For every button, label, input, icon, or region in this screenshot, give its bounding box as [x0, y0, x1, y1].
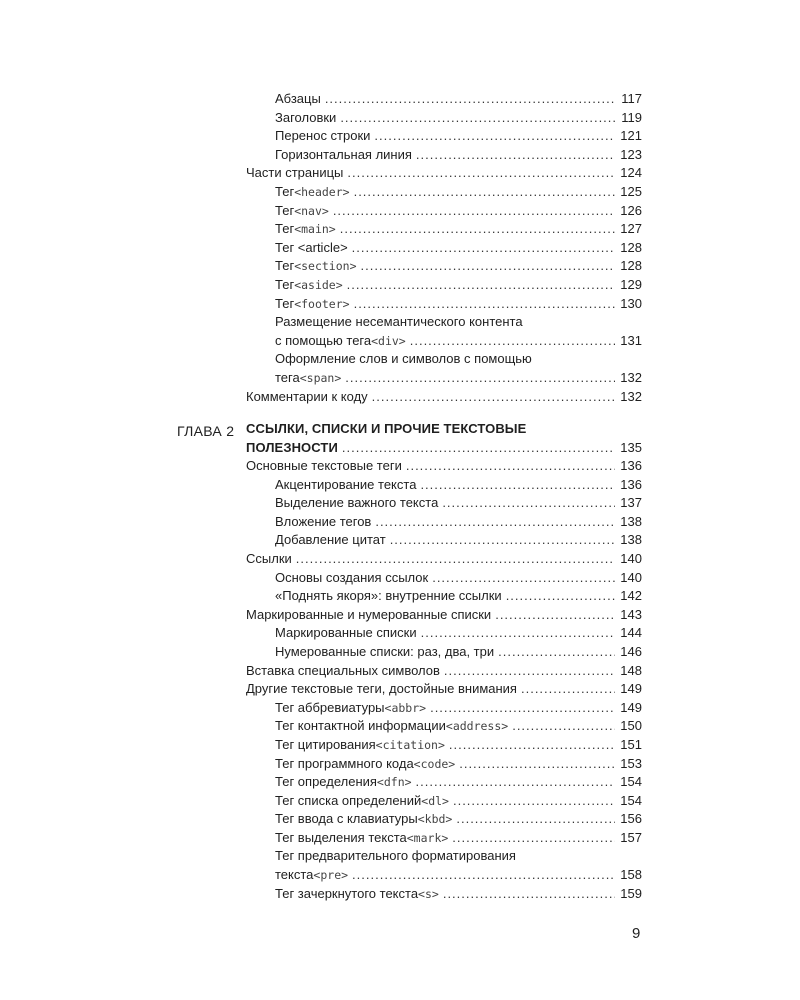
toc-entry-text: Акцентирование текста	[275, 476, 417, 492]
leader-dots	[495, 606, 615, 625]
toc-entry-text: Комментарии к коду	[246, 388, 368, 404]
toc-entry[interactable]	[246, 164, 642, 183]
toc-entry-page: 149	[620, 681, 642, 697]
toc-entry-page: 127	[620, 221, 642, 237]
leader-dots	[420, 476, 615, 495]
toc-entry-text: Тег	[275, 295, 295, 311]
leader-dots	[498, 643, 615, 662]
toc-entry-text: Перенос строки	[275, 128, 371, 144]
toc-entry[interactable]	[275, 295, 642, 314]
leader-dots	[296, 550, 615, 569]
toc-entry-page: 138	[620, 513, 642, 529]
toc-entry-text: Тег ввода с клавиатуры	[275, 811, 418, 827]
leader-dots	[333, 202, 615, 221]
leader-dots	[340, 109, 615, 128]
toc-entry-text: Тег	[275, 202, 295, 218]
toc-entry-page: 150	[620, 718, 642, 734]
toc-entry-page: 144	[620, 625, 642, 641]
toc-entry-text: Вложение тегов	[275, 513, 372, 529]
toc-entry-text: Тег	[275, 258, 295, 274]
toc-entry[interactable]	[275, 755, 642, 774]
toc-entry-code: <s>	[418, 886, 439, 901]
toc-entry-text: Горизонтальная линия	[275, 146, 412, 162]
toc-entry[interactable]	[275, 257, 642, 276]
toc-entry-text: Тег зачеркнутого текста	[275, 885, 419, 901]
chapter-title-line2: ПОЛЕЗНОСТИ	[246, 439, 338, 455]
toc-entry[interactable]	[275, 127, 642, 146]
toc-entry-code: <pre>	[313, 868, 349, 883]
leader-dots	[372, 388, 615, 407]
toc-entry-page: 140	[620, 550, 642, 566]
toc-entry[interactable]	[275, 90, 642, 109]
toc-entry-page: 131	[620, 332, 642, 348]
toc-entry-page: 156	[620, 811, 642, 827]
leader-dots	[374, 127, 615, 146]
leader-dots	[453, 792, 615, 811]
leader-dots	[345, 369, 615, 388]
toc-entry-page: 153	[620, 755, 642, 771]
toc-entry-page: 117	[621, 91, 642, 106]
toc-entry-page: 136	[620, 458, 642, 473]
toc-entry[interactable]	[275, 810, 642, 829]
toc-entry-text: Тег списка определений	[275, 792, 422, 808]
toc-entry-text: текста	[275, 867, 314, 883]
toc-entry-page: 128	[620, 239, 642, 255]
toc-entry-code: <section>	[294, 259, 357, 274]
toc-entry-page: 157	[620, 829, 642, 845]
toc-entry[interactable]	[275, 476, 642, 495]
chapter-title-line1: ССЫЛКИ, СПИСКИ И ПРОЧИЕ ТЕКСТОВЫЕ	[246, 421, 527, 436]
leader-dots	[347, 164, 615, 183]
leader-dots	[390, 531, 615, 550]
toc-entry[interactable]	[275, 109, 642, 128]
toc-entry-page: 142	[620, 588, 642, 604]
toc-entry-text: Тег	[275, 183, 295, 199]
leader-dots	[521, 680, 615, 699]
toc-entry-code: <dl>	[421, 793, 449, 808]
toc-entry[interactable]	[275, 239, 642, 258]
chapter-label: ГЛАВА 2	[177, 423, 235, 439]
toc-entry-text: Тег предварительного форматирования	[275, 848, 516, 864]
toc-entry-code: <citation>	[375, 737, 445, 752]
leader-dots	[442, 494, 615, 513]
toc-entry-text: Другие текстовые теги, достойные внимания	[246, 681, 517, 697]
toc-entry[interactable]	[275, 332, 642, 351]
toc-entry[interactable]	[275, 202, 642, 221]
toc-entry[interactable]	[246, 550, 642, 569]
toc-entry-text: Маркированные и нумерованные списки	[246, 606, 492, 622]
toc-entry[interactable]	[275, 829, 642, 848]
toc-entry-code: <main>	[294, 222, 336, 237]
toc-entry-text: Тег	[275, 276, 295, 292]
toc-entry[interactable]	[246, 680, 642, 699]
toc-entry[interactable]	[275, 146, 642, 165]
leader-dots	[342, 439, 615, 458]
toc-entry-page: 159	[620, 885, 642, 901]
toc-entry-code: <mark>	[406, 830, 449, 845]
leader-dots	[340, 220, 615, 239]
toc-entry-page: 151	[620, 736, 642, 752]
toc-entry-code: <footer>	[294, 296, 350, 311]
toc-entry-page: 149	[620, 699, 642, 715]
toc-entry-text: Вставка специальных символов	[246, 662, 440, 678]
toc-entry-page: 125	[620, 183, 642, 199]
toc-entry-page: 138	[620, 532, 642, 548]
toc-entry[interactable]	[275, 276, 642, 295]
toc-entry-page: 132	[620, 369, 642, 385]
toc-entry-code: <header>	[294, 184, 350, 199]
toc-entry[interactable]	[275, 183, 642, 202]
toc-entry-text: Основные текстовые теги	[246, 458, 402, 473]
toc-entry-text: Тег определения	[275, 774, 377, 790]
leader-dots	[361, 257, 616, 276]
leader-dots	[506, 587, 615, 606]
toc-entry-code: <span>	[299, 370, 342, 385]
toc-entry-text: Абзацы	[275, 91, 321, 106]
toc-entry[interactable]	[275, 313, 642, 332]
leader-dots	[421, 624, 615, 643]
toc-entry[interactable]	[275, 792, 642, 811]
toc-entry[interactable]	[246, 388, 642, 407]
toc-entry-page: 137	[620, 495, 642, 511]
toc-entry[interactable]	[275, 220, 642, 239]
toc-entry[interactable]	[275, 587, 642, 606]
toc-entry-page: 119	[621, 109, 642, 125]
toc-entry[interactable]	[275, 350, 642, 369]
toc-entry-page: 124	[620, 165, 642, 181]
toc-entry-page: 143	[620, 606, 642, 622]
toc-entry-text: Заголовки	[275, 109, 337, 125]
leader-dots	[354, 295, 615, 314]
toc-entry[interactable]	[246, 606, 642, 625]
toc-entry-text: Добавление цитат	[275, 532, 386, 548]
toc-entry-code: <code>	[413, 756, 456, 771]
toc-entry-text: Выделение важного текста	[275, 495, 439, 511]
leader-dots	[459, 755, 615, 774]
toc-entry[interactable]	[246, 662, 642, 681]
leader-dots	[352, 866, 615, 885]
toc-entry-page: 158	[620, 867, 642, 883]
leader-dots	[456, 810, 615, 829]
leader-dots	[432, 569, 615, 588]
toc-entry-code: <kbd>	[417, 812, 453, 827]
leader-dots	[452, 829, 615, 848]
leader-dots	[325, 90, 615, 109]
toc-entry[interactable]	[275, 494, 642, 513]
toc-entry[interactable]	[275, 624, 642, 643]
toc-entry-text: Тег аббревиатуры	[275, 699, 385, 715]
toc-entry-page: 129	[620, 276, 642, 292]
toc-entry-page: 128	[620, 258, 642, 274]
toc-entry-text: «Поднять якоря»: внутренние ссылки	[275, 588, 502, 604]
toc-entry[interactable]	[275, 736, 642, 755]
leader-dots	[430, 699, 615, 718]
toc-entry-page: 123	[620, 146, 642, 162]
toc-entry-text: Размещение несемантического контента	[275, 314, 523, 330]
toc-entry[interactable]	[275, 773, 642, 792]
toc-entry-text: Оформление слов и символов с помощью	[275, 351, 532, 367]
toc-entry[interactable]	[275, 513, 642, 532]
toc-entry[interactable]	[275, 643, 642, 662]
leader-dots	[416, 146, 615, 165]
toc-entry[interactable]	[275, 569, 642, 588]
toc-entry[interactable]	[275, 885, 642, 904]
toc-entry-page: 140	[620, 569, 642, 585]
leader-dots	[410, 332, 615, 351]
leader-dots	[449, 736, 615, 755]
page-number: 9	[632, 925, 641, 942]
leader-dots	[347, 276, 615, 295]
toc-entry[interactable]	[275, 699, 642, 718]
toc-entry[interactable]	[275, 847, 642, 866]
chapter-heading[interactable]	[0, 420, 800, 457]
leader-dots	[444, 662, 615, 681]
toc-entry-page: 126	[620, 202, 642, 218]
chapter-page: 135	[620, 439, 642, 455]
toc-entry-page: 146	[620, 643, 642, 659]
leader-dots	[354, 183, 615, 202]
toc-entry-page: 148	[620, 662, 642, 678]
toc-entry[interactable]	[275, 866, 642, 885]
toc-entry-page: 132	[620, 388, 642, 404]
leader-dots	[375, 513, 615, 532]
toc-entry[interactable]	[275, 717, 642, 736]
toc-entry-text: Части страницы	[246, 165, 344, 181]
toc-entry-page: 136	[620, 476, 642, 492]
toc-entry-text: Нумерованные списки: раз, два, три	[275, 643, 495, 659]
toc-entry-text: Ссылки	[246, 550, 292, 566]
toc-entry-code: <nav>	[294, 203, 329, 218]
toc-entry-text: Тег контактной информации	[275, 718, 446, 734]
toc-entry-text: тега	[275, 369, 300, 385]
leader-dots	[443, 885, 615, 904]
toc-entry-code: <div>	[371, 333, 406, 348]
toc-entry[interactable]	[275, 531, 642, 550]
toc-entry-page: 154	[620, 774, 642, 790]
leader-dots	[352, 239, 615, 258]
toc-section-a	[0, 90, 800, 406]
toc-entry-code: <dfn>	[376, 775, 412, 790]
toc-entry-page: 121	[620, 128, 642, 144]
toc-entry[interactable]	[246, 457, 642, 476]
toc-entry[interactable]	[275, 369, 642, 388]
toc-entry-text: Тег выделения текста	[275, 829, 407, 845]
toc-entry-text: Тег <article>	[275, 239, 348, 255]
toc-entry-code: <aside>	[294, 277, 343, 292]
toc-entry-page: 154	[620, 792, 642, 808]
toc-entry-code: <address>	[445, 719, 509, 734]
leader-dots	[416, 773, 615, 792]
toc-entry-page: 130	[620, 295, 642, 311]
toc-entry-text: Тег программного кода	[275, 755, 414, 771]
toc-entry-code: <abbr>	[384, 700, 427, 715]
toc-entry-text: Маркированные списки	[275, 625, 417, 641]
toc-entry-text: Тег цитирования	[275, 736, 376, 752]
leader-dots	[512, 717, 615, 736]
toc-entry-text: с помощью тега	[275, 332, 372, 348]
toc-entry-text: Тег	[275, 221, 295, 237]
toc-entry-text: Основы создания ссылок	[275, 569, 429, 585]
toc-section-b	[0, 457, 800, 903]
leader-dots	[406, 457, 615, 476]
